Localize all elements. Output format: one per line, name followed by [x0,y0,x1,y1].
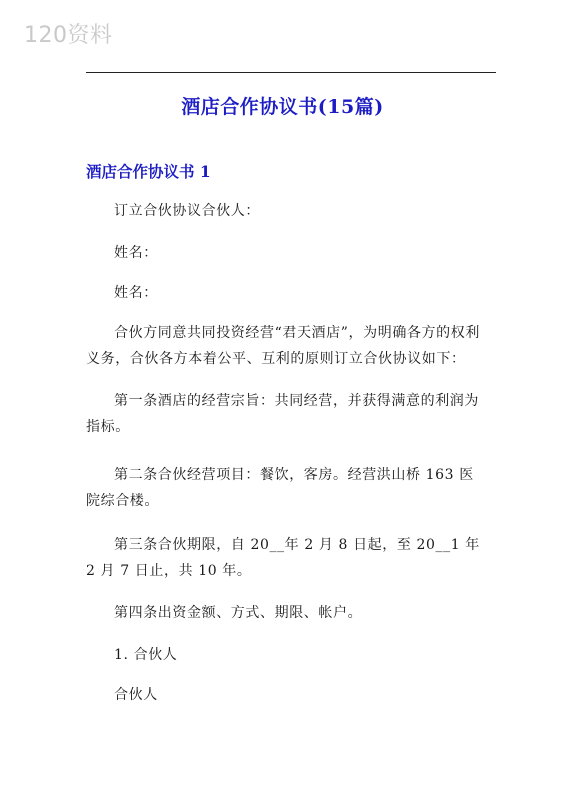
section-heading: 酒店合作协议书 1 [86,162,211,181]
document-title: 酒店合作协议书(15篇) [181,96,384,118]
paragraph-parties-intro: 订立合伙协议合伙人： [114,203,260,219]
paragraph-article-1: 第一条酒店的经营宗旨：共同经营，并获得满意的利润为指标。 [86,393,479,435]
paragraph-article-2: 第二条合伙经营项目：餐饮，客房。经营洪山桥 163 医院综合楼。 [86,467,474,509]
paragraph-agreement-intro: 合伙方同意共同投资经营“君天酒店”，为明确各方的权利义务，合伙各方本着公平、互利的原则订立合伙协议如下： [86,325,480,367]
paragraph-article-3: 第三条合伙期限，自 20__年 2 月 8 日起，至 20__1 年 2 月 7 日止，共 10 年。 [86,537,480,579]
paragraph-name-2: 姓名： [114,285,158,301]
paragraph-partner: 合伙人 [114,687,158,703]
paragraph-name-1: 姓名： [114,245,158,261]
paragraph-article-4: 第四条出资金额、方式、期限、帐户。 [114,605,363,621]
paragraph-partner-item: 1. 合伙人 [114,647,178,663]
header-divider [86,72,496,73]
watermark: 120资料 [24,23,113,48]
